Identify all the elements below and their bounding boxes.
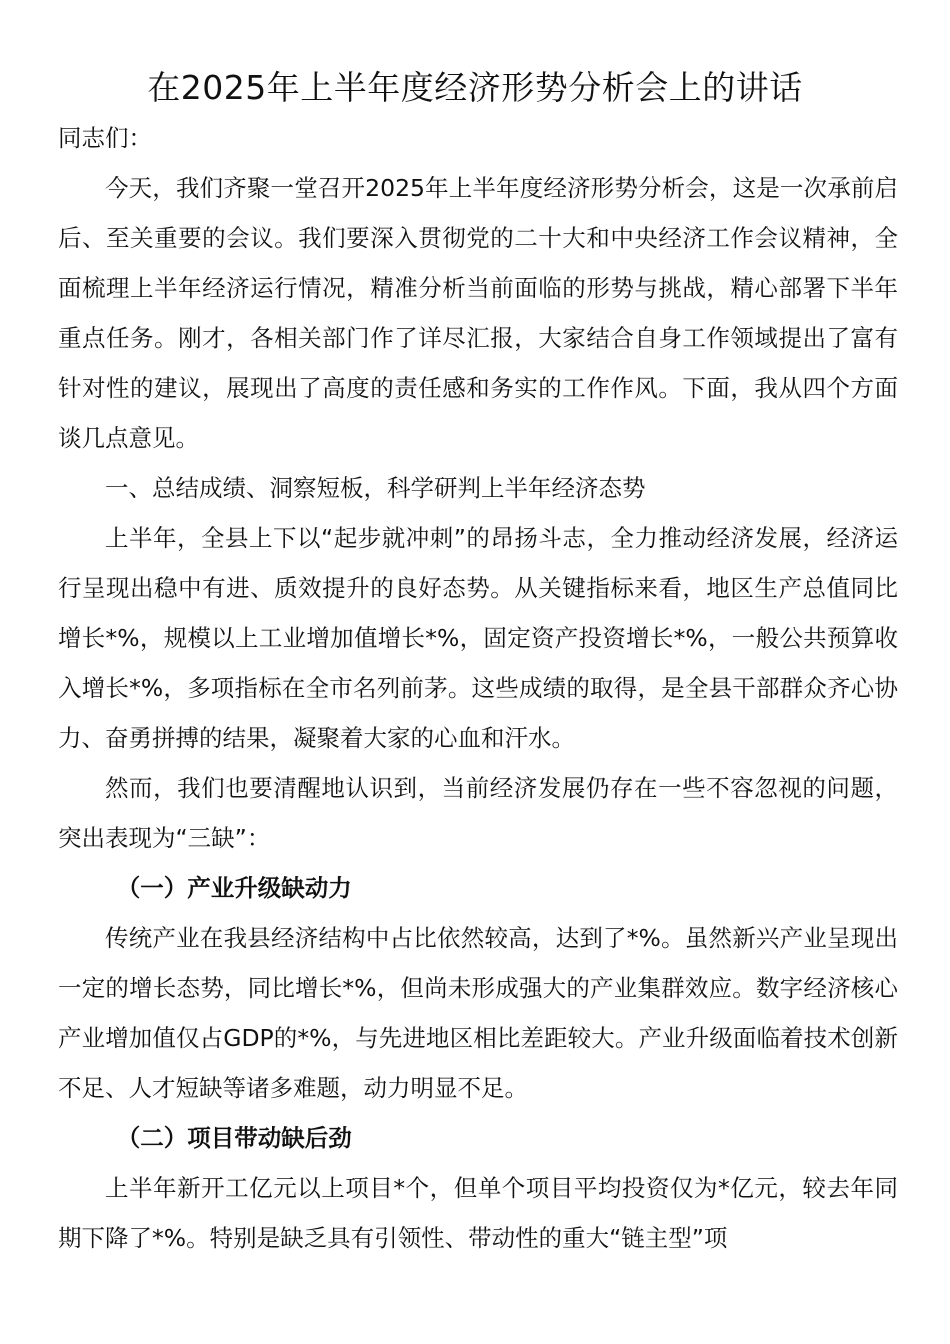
section-heading-1: 一、总结成绩、洞察短板，科学研判上半年经济态势 [105,474,646,502]
salutation: 同志们： [58,124,152,152]
projects-paragraph: 上半年新开工亿元以上项目*个，但单个项目平均投资仅为*亿元，较去年同期下降了*%。特别是缺乏具有引领性、带动性的重大“链主型”项 [58,1174,898,1252]
problems-intro-paragraph: 然而，我们也要清醒地认识到，当前经济发展仍存在一些不容忽视的问题，突出表现为“三缺”： [58,774,898,852]
sub-heading-1: （一）产业升级缺动力 [116,874,352,902]
achievements-paragraph: 上半年，全县上下以“起步就冲刺”的昂扬斗志，全力推动经济发展，经济运行呈现出稳中有进、质效提升的良好态势。从关键指标来看，地区生产总值同比增长*%，规模以上工业增加值增长*%，固定资产投资增长*%，一般公共预算收入增长*%，多项指标在全市名列前茅。这些成绩的取得，是全县干部群众齐心协力、奋勇拼搏的结果，凝聚着大家的心血和汗水。 [58,524,898,752]
industry-paragraph: 传统产业在我县经济结构中占比依然较高，达到了*%。虽然新兴产业呈现出一定的增长态势，同比增长*%，但尚未形成强大的产业集群效应。数字经济核心产业增加值仅占GDP的*%，与先进地区相比差距较大。产业升级面临着技术创新不足、人才短缺等诸多难题，动力明显不足。 [58,924,898,1102]
sub-heading-2: （二）项目带动缺后劲 [116,1124,352,1152]
opening-paragraph: 今天，我们齐聚一堂召开2025年上半年度经济形势分析会，这是一次承前启后、至关重要的会议。我们要深入贯彻党的二十大和中央经济工作会议精神，全面梳理上半年经济运行情况，精准分析当前面临的形势与挑战，精心部署下半年重点任务。刚才，各相关部门作了详尽汇报，大家结合自身工作领域提出了富有针对性的建议，展现出了高度的责任感和务实的工作作风。下面，我从四个方面谈几点意见。 [58,174,898,452]
document-title: 在2025年上半年度经济形势分析会上的讲话 [147,68,803,107]
document-body [58,113,898,1263]
